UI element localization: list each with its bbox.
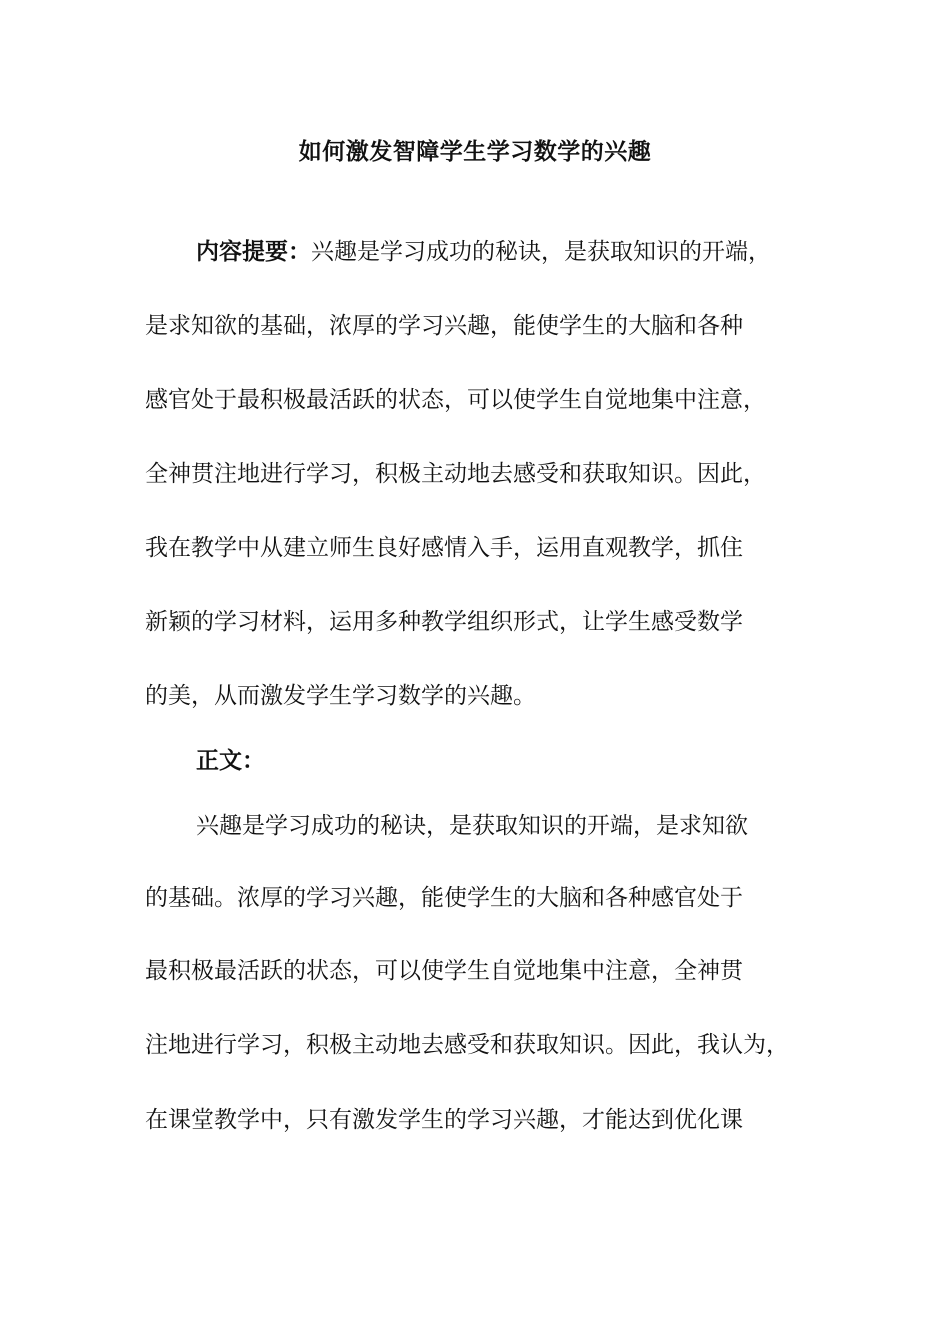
body-line-5: 在课堂教学中，只有激发学生的学习兴趣，才能达到优化课	[145, 1107, 743, 1133]
document-title: 如何激发智障学生学习数学的兴趣	[298, 138, 652, 165]
abstract-line-1	[196, 232, 805, 272]
abstract-line-3: 感官处于最积极最活跃的状态，可以使学生自觉地集中注意，	[145, 387, 766, 413]
abstract-line-4: 全神贯注地进行学习，积极主动地去感受和获取知识。因此，	[145, 461, 766, 487]
abstract-line-6: 新颖的学习材料，运用多种教学组织形式，让学生感受数学	[145, 609, 743, 635]
abstract-line-5: 我在教学中从建立师生良好感情入手，运用直观教学，抓住	[145, 535, 743, 561]
abstract-label: 内容提要：	[196, 238, 311, 265]
body-line-2: 的基础。浓厚的学习兴趣，能使学生的大脑和各种感官处于	[145, 885, 743, 911]
body-line-3: 最积极最活跃的状态，可以使学生自觉地集中注意，全神贯	[145, 958, 743, 984]
body-line-4: 注地进行学习，积极主动地去感受和获取知识。因此，我认为，	[145, 1032, 789, 1058]
abstract-line-7: 的美，从而激发学生学习数学的兴趣。	[145, 683, 536, 709]
body-label: 正文：	[196, 747, 265, 774]
abstract-text: 兴趣是学习成功的秘诀，是获取知识的开端，	[311, 239, 771, 265]
body-line-1: 兴趣是学习成功的秘诀，是获取知识的开端，是求知欲	[196, 813, 748, 839]
abstract-line-2: 是求知欲的基础，浓厚的学习兴趣，能使学生的大脑和各种	[145, 313, 743, 339]
